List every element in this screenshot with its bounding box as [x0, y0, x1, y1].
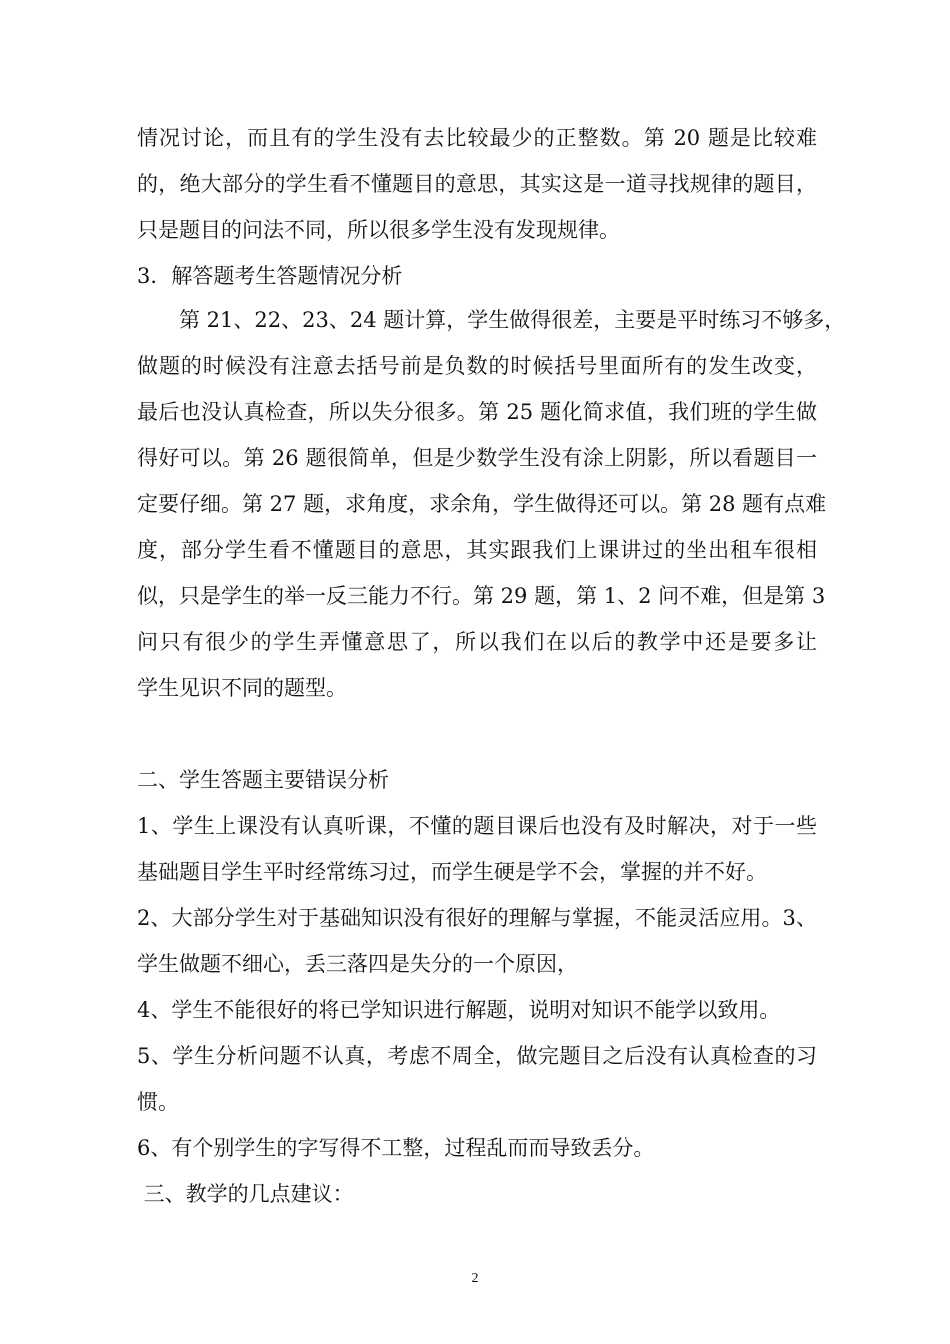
- section-heading: 3．解答题考生答题情况分析: [137, 264, 403, 288]
- body-line: 似，只是学生的举一反三能力不行。第 29 题，第 1、2 问不难，但是第 3: [137, 584, 826, 608]
- body-line: 的，绝大部分的学生看不懂题目的意思，其实这是一道寻找规律的题目，: [137, 172, 817, 196]
- body-line: 学生见识不同的题型。: [137, 676, 347, 700]
- body-line: 4、学生不能很好的将已学知识进行解题，说明对知识不能学以致用。: [137, 998, 781, 1022]
- body-line: 情况讨论，而且有的学生没有去比较最少的正整数。第 20 题是比较难: [137, 126, 817, 150]
- body-line: 第 21、22、23、24 题计算，学生做得很差，主要是平时练习不够多，: [137, 308, 846, 332]
- section-heading: 二、学生答题主要错误分析: [137, 768, 389, 792]
- body-line: 5、学生分析问题不认真，考虑不周全，做完题目之后没有认真检查的习: [137, 1044, 817, 1068]
- body-line: 问只有很少的学生弄懂意思了，所以我们在以后的教学中还是要多让: [137, 630, 817, 654]
- page-number: 2: [471, 1271, 479, 1286]
- body-line: 学生做题不细心，丢三落四是失分的一个原因，: [137, 952, 578, 976]
- body-line: 做题的时候没有注意去括号前是负数的时候括号里面所有的发生改变，: [137, 354, 817, 378]
- section-heading: 三、教学的几点建议：: [137, 1182, 354, 1206]
- body-line: 基础题目学生平时经常练习过，而学生硬是学不会，掌握的并不好。: [137, 860, 767, 884]
- body-line: 定要仔细。第 27 题，求角度，求余角，学生做得还可以。第 28 题有点难: [137, 492, 827, 516]
- body-line: 度，部分学生看不懂题目的意思，其实跟我们上课讲过的坐出租车很相: [137, 538, 817, 562]
- body-line: 6、有个别学生的字写得不工整，过程乱而而导致丢分。: [137, 1136, 655, 1160]
- body-line: 惯。: [137, 1090, 179, 1114]
- body-line: 1、学生上课没有认真听课，不懂的题目课后也没有及时解决，对于一些: [137, 814, 817, 838]
- body-line: 只是题目的问法不同，所以很多学生没有发现规律。: [137, 218, 620, 242]
- body-line: 得好可以。第 26 题很简单，但是少数学生没有涂上阴影，所以看题目一: [137, 446, 817, 470]
- body-line: 最后也没认真检查，所以失分很多。第 25 题化简求值，我们班的学生做: [137, 400, 817, 424]
- body-line: 2、大部分学生对于基础知识没有很好的理解与掌握，不能灵活应用。3、: [137, 906, 817, 930]
